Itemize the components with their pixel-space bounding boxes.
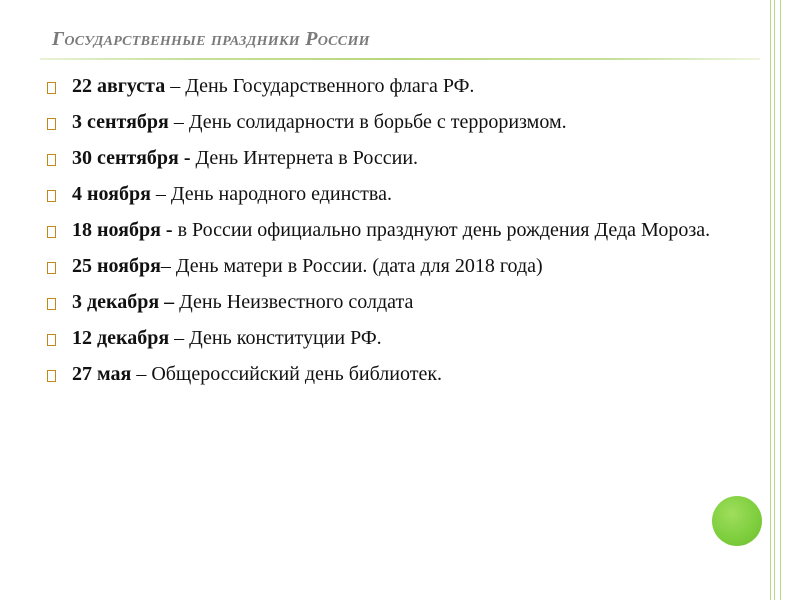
- holiday-date: 18 ноября -: [72, 219, 173, 241]
- holiday-date: 30 сентября -: [72, 147, 191, 169]
- list-item: [44, 290, 744, 315]
- title-divider: [40, 58, 760, 60]
- list-item: [44, 362, 744, 387]
- holiday-text: День конституции РФ.: [189, 327, 382, 349]
- bullet-icon: [47, 118, 56, 130]
- holiday-text: День народного единства.: [170, 183, 392, 205]
- holiday-date: 25 ноября: [72, 255, 161, 277]
- bullet-icon: [47, 226, 56, 238]
- holiday-text: Общероссийский день библиотек.: [151, 363, 443, 385]
- bullet-icon: [47, 190, 56, 202]
- list-item: [44, 182, 744, 207]
- frame-line: [774, 0, 775, 600]
- frame-line: [770, 0, 771, 600]
- slide-title: Государственные праздники России: [52, 28, 370, 50]
- separator: –: [168, 111, 189, 133]
- green-circle-decoration: [712, 496, 762, 546]
- bullet-icon: [47, 370, 56, 382]
- holiday-date: 4 ноября: [72, 183, 151, 205]
- holiday-text: День Неизвестного солдата: [179, 291, 414, 313]
- list-item: [44, 218, 744, 243]
- list-item: [44, 326, 744, 351]
- holiday-text: День Интернета в России.: [195, 147, 419, 169]
- list-item: [44, 254, 744, 279]
- holiday-text: День солидарности в борьбе с терроризмом.: [188, 111, 567, 133]
- holiday-date: 27 мая: [72, 363, 132, 385]
- holiday-text: в России официально празднуют день рождения Деда Мороза.: [177, 219, 711, 241]
- separator: –: [160, 255, 176, 277]
- bullet-icon: [47, 82, 56, 94]
- list-item: [44, 110, 744, 135]
- holiday-date: 3 сентября: [72, 111, 169, 133]
- bullet-icon: [47, 334, 56, 346]
- holiday-date: 22 августа: [72, 75, 166, 97]
- separator: –: [169, 327, 190, 349]
- separator: –: [131, 363, 152, 385]
- separator: –: [150, 183, 171, 205]
- bullet-icon: [47, 262, 56, 274]
- holiday-date: 12 декабря: [72, 327, 170, 349]
- bullet-icon: [47, 298, 56, 310]
- bullet-icon: [47, 154, 56, 166]
- holiday-date: 3 декабря –: [72, 291, 175, 313]
- list-item: [44, 146, 744, 171]
- holiday-text: День матери в России. (дата для 2018 года): [175, 255, 543, 277]
- separator: –: [165, 75, 186, 97]
- holiday-text: День Государственного флага РФ.: [185, 75, 475, 97]
- frame-line: [780, 0, 781, 600]
- list-item: [44, 74, 744, 99]
- holiday-list: [44, 74, 744, 398]
